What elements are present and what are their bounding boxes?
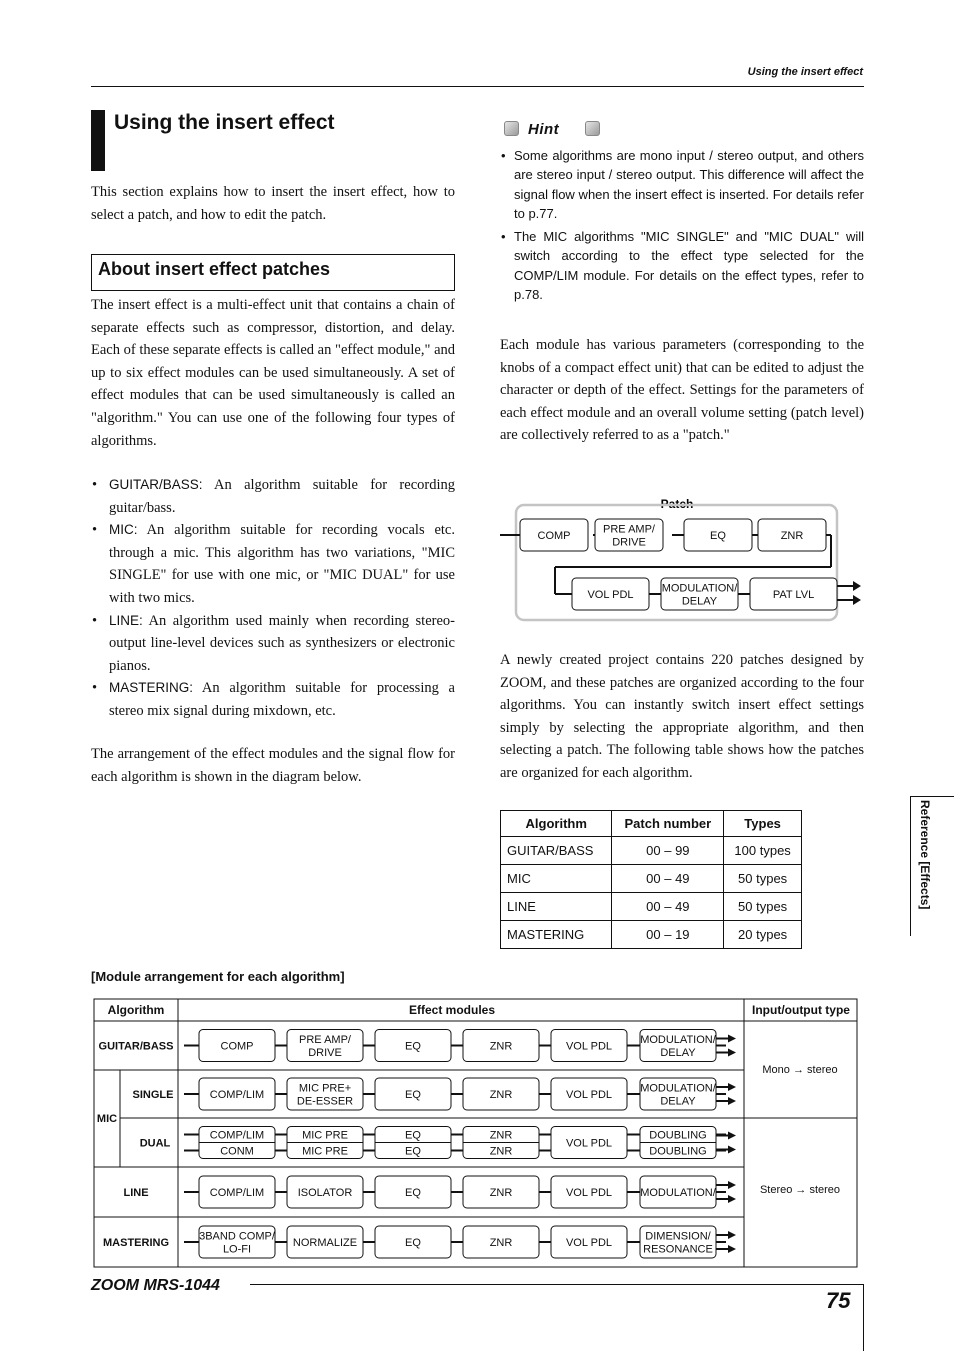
algorithm-label: GUITAR/BASS	[98, 1040, 174, 1053]
io-type-mono-stereo: Mono → stereo	[762, 1064, 838, 1076]
module-label: MODULATION/	[640, 1186, 716, 1199]
module-label: MODULATION/ DELAY	[640, 1082, 716, 1108]
patch-label: Patch	[660, 497, 694, 511]
module-label: DIMENSION/ RESONANCE	[643, 1230, 713, 1256]
table-row	[501, 893, 802, 921]
hint-item: • The MIC algorithms "MIC SINGLE" and "MIC DUAL" will switch according to the effect type selected for the COMP/LIM module. For details on the effect types, refer to p.78.	[500, 227, 864, 304]
table-cell: 00 – 49	[612, 865, 724, 893]
output-arrow-head	[728, 1132, 736, 1140]
table-cell: 00 – 19	[612, 921, 724, 949]
column-header: Types	[724, 811, 802, 837]
module-label: ZNR	[489, 1088, 513, 1101]
module-label: MODULATION/ DELAY	[640, 1033, 716, 1059]
table-cell: 00 – 49	[612, 893, 724, 921]
output-arrow-head	[728, 1083, 736, 1091]
table-row	[501, 837, 802, 865]
module-label: EQ	[405, 1145, 421, 1158]
patch-module-label: EQ	[710, 529, 726, 542]
output-arrow-head	[728, 1195, 736, 1203]
hint-heading: Hint	[528, 121, 560, 138]
module-label: ZNR	[489, 1186, 513, 1199]
table-row	[501, 921, 802, 949]
patch-paragraph: Each module has various parameters (corresponding to the knobs of a compact effect unit) that can be edited to adjust the character or depth of the effect. Settings for the parameters of each effect module and an overall volume setting (patch level) are collectively referred to as a "patch."	[500, 337, 864, 444]
hint-square-icon	[585, 121, 600, 136]
algorithm-label: LINE	[123, 1186, 149, 1199]
table-cell: 100 types	[724, 837, 802, 865]
io-type-stereo-stereo: Stereo → stereo	[759, 1184, 841, 1196]
module-arrangement-table	[90, 994, 865, 1272]
module-label: COMP	[220, 1040, 254, 1053]
output-arrow-head	[728, 1097, 736, 1105]
patch-diagram	[495, 492, 865, 627]
list-item-text: An algorithm suitable for recording vocals etc. through a mic. This algorithm has two variations, "MIC SINGLE" for use with one mic, or "MIC DUAL" for use with two mics.	[109, 522, 455, 606]
hint-list	[500, 146, 864, 308]
algorithm-label: DUAL	[139, 1137, 171, 1150]
output-arrow-head	[728, 1231, 736, 1239]
algorithm-label: MASTERING	[103, 1236, 169, 1249]
module-label: MIC PRE	[302, 1129, 348, 1142]
output-arrow-head	[728, 1181, 736, 1189]
patch-organization-table	[500, 810, 802, 949]
patch-module-label: ZNR	[780, 529, 804, 542]
module-rows	[96, 1030, 736, 1259]
table-cell: 20 types	[724, 921, 802, 949]
title-marker-bar	[91, 110, 105, 171]
table-cell: 50 types	[724, 865, 802, 893]
output-arrow-head	[728, 1035, 736, 1043]
patch-module-boxes	[520, 519, 837, 610]
module-label: MIC PRE+ DE-ESSER	[296, 1082, 354, 1108]
module-label: EQ	[405, 1040, 421, 1053]
column-header: Patch number	[612, 811, 724, 837]
list-item	[91, 610, 455, 678]
side-tab-rule	[910, 796, 954, 797]
output-arrow-head	[728, 1146, 736, 1154]
running-header: Using the insert effect	[747, 66, 863, 78]
side-tab-rule-vertical	[910, 796, 911, 936]
footer-brand: ZOOM MRS-1044	[91, 1277, 220, 1294]
list-item-label: LINE:	[109, 612, 143, 628]
list-item-label: GUITAR/BASS:	[109, 477, 203, 492]
patch-module-label: COMP	[537, 529, 571, 542]
list-item	[91, 677, 455, 722]
module-label: NORMALIZE	[292, 1236, 358, 1249]
module-label: VOL PDL	[565, 1040, 613, 1053]
table-cell: MIC	[501, 865, 612, 893]
module-label: DOUBLING	[649, 1129, 707, 1142]
table-cell: 00 – 99	[612, 837, 724, 865]
mic-group-label: MIC	[96, 1113, 118, 1125]
algorithm-label: SINGLE	[132, 1088, 174, 1101]
hint-square-icon	[504, 121, 519, 136]
list-item-label: MASTERING:	[109, 680, 194, 696]
table-cell: LINE	[501, 893, 612, 921]
module-label: DOUBLING	[649, 1145, 707, 1158]
table-cell: 50 types	[724, 893, 802, 921]
table-cell: MASTERING	[501, 921, 612, 949]
footer-rule	[250, 1284, 864, 1285]
module-label: VOL PDL	[565, 1236, 613, 1249]
patch-module-label: PRE AMP/ DRIVE	[603, 523, 655, 549]
module-label: VOL PDL	[565, 1137, 613, 1150]
module-label: 3BAND COMP/ LO-FI	[199, 1230, 275, 1256]
list-item	[91, 474, 455, 519]
table-cell: GUITAR/BASS	[501, 837, 612, 865]
module-label: MIC PRE	[302, 1145, 348, 1158]
list-item-label: MIC:	[109, 522, 138, 538]
module-label: ISOLATOR	[297, 1186, 353, 1199]
algorithm-paragraph: The insert effect is a multi-effect unit that contains a chain of separate effects such as compressor, distortion, and delay. Each of these separate effects is called an "effect module," and up to six effect modules can be used simultaneously. A set of effect modules that can be used simultaneously is called an "algorithm." You can use one of the following four types of algorithms.	[91, 297, 455, 449]
list-item-text: An algorithm used mainly when recording stereo-output line-level devices such as synthesizers or electronic pianos.	[109, 612, 455, 674]
patch-module-label: PAT LVL	[772, 588, 815, 601]
patch-module-label: MODULATION/ DELAY	[661, 582, 738, 608]
module-label: PRE AMP/ DRIVE	[299, 1033, 351, 1059]
list-item	[91, 519, 455, 609]
intro-paragraph: This section explains how to insert the insert effect, how to select a patch, and how to edit the patch.	[91, 184, 455, 223]
module-label: EQ	[405, 1186, 421, 1199]
page-number: 75	[826, 1288, 851, 1313]
module-label: ZNR	[489, 1236, 513, 1249]
module-table-caption: [Module arrangement for each algorithm]	[91, 969, 345, 984]
table-header-row	[501, 811, 802, 837]
column-header: Algorithm	[107, 1003, 165, 1017]
module-label: EQ	[405, 1088, 421, 1101]
module-label: ZNR	[489, 1040, 513, 1053]
module-label: EQ	[405, 1236, 421, 1249]
output-arrow-head	[728, 1049, 736, 1057]
module-label: COMP/LIM	[209, 1129, 265, 1142]
patch-module-label: VOL PDL	[587, 588, 634, 601]
module-label: ZNR	[489, 1145, 513, 1158]
header-rule	[91, 86, 864, 87]
footer-rule-vertical	[863, 1284, 864, 1351]
module-label: COMP/LIM	[209, 1186, 265, 1199]
module-label: CONM	[220, 1145, 254, 1158]
column-header: Input/output type	[752, 1003, 850, 1017]
algorithm-list	[91, 474, 455, 723]
side-tab-label: Reference [Effects]	[918, 800, 932, 910]
module-label: COMP/LIM	[209, 1088, 265, 1101]
list-item-text: An algorithm suitable for recording guitar/bass.	[109, 477, 455, 516]
table-row	[501, 865, 802, 893]
column-header: Algorithm	[501, 811, 612, 837]
hint-item: • Some algorithms are mono input / stereo output, and others are stereo input / stereo output. This difference will affect the signal flow when the insert effect is inserted. For details refer to p.77.	[500, 146, 864, 223]
column-header: Effect modules	[408, 1003, 496, 1017]
module-label: VOL PDL	[565, 1186, 613, 1199]
list-item-text: An algorithm suitable for processing a stereo mix signal during mixdown, etc.	[109, 680, 455, 719]
module-label: ZNR	[489, 1129, 513, 1142]
module-label: VOL PDL	[565, 1088, 613, 1101]
arrangement-paragraph: The arrangement of the effect modules and the signal flow for each algorithm is shown in the diagram below.	[91, 746, 455, 785]
output-arrow-head	[728, 1245, 736, 1253]
page-title: Using the insert effect	[114, 111, 335, 134]
organization-paragraph: A newly created project contains 220 patches designed by ZOOM, and these patches are organized according to the four algorithms. You can instantly switch insert effect settings simply by selecting the appropriate algorithm, and then selecting a patch. The following table shows how the patches are organized for each algorithm.	[500, 652, 864, 781]
section-title: About insert effect patches	[98, 259, 331, 279]
module-label: EQ	[405, 1129, 421, 1142]
